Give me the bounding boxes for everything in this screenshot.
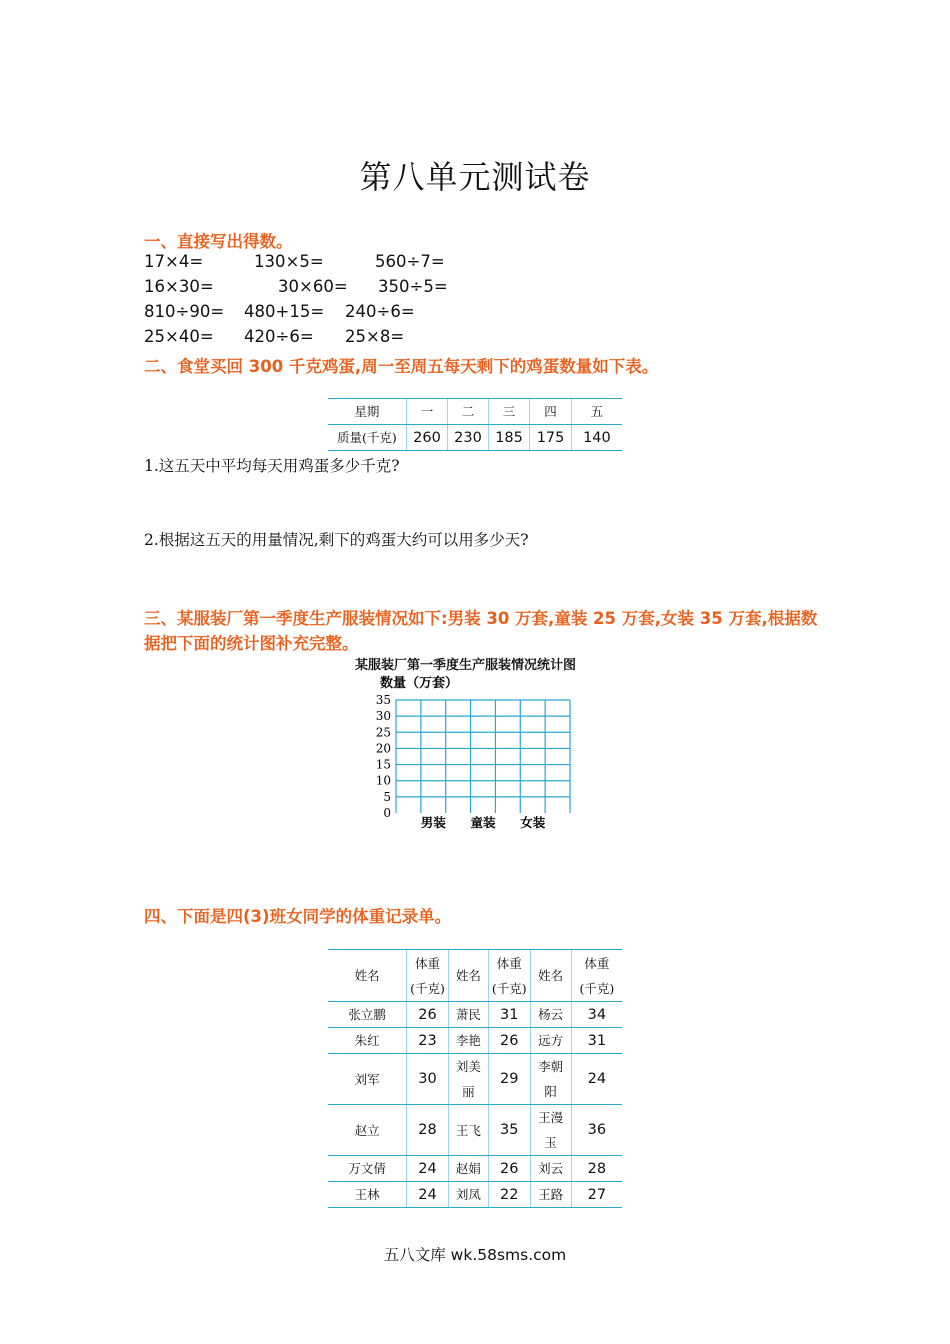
student-name-part: 张立鹏 xyxy=(348,1007,386,1022)
student-name xyxy=(328,1182,407,1208)
student-weight: 29 xyxy=(489,1054,530,1105)
student-name xyxy=(448,1028,488,1054)
table-cell: 175 xyxy=(530,425,572,451)
student-name xyxy=(448,1002,488,1028)
bar-chart xyxy=(340,670,610,835)
header-weight-line: (千克) xyxy=(410,980,445,996)
student-name-part: 刘凤 xyxy=(455,1187,481,1202)
student-weight: 34 xyxy=(571,1002,622,1028)
y-axis-label: 数量（万套） xyxy=(380,676,459,691)
student-weight: 24 xyxy=(571,1054,622,1105)
student-name xyxy=(530,1156,571,1182)
student-weight: 23 xyxy=(407,1028,448,1054)
table-cell: 185 xyxy=(488,425,530,451)
section4-heading: 四、下面是四(3)班女同学的体重记录单。 xyxy=(144,907,452,926)
student-name xyxy=(448,1156,488,1182)
chart-grid xyxy=(396,700,570,813)
student-name xyxy=(530,1028,571,1054)
student-name xyxy=(530,1002,571,1028)
student-name-part: 王路 xyxy=(538,1187,564,1202)
equation: 240÷6= xyxy=(345,302,415,321)
y-axis-ticks xyxy=(376,693,391,820)
student-name xyxy=(328,1028,407,1054)
equation: 25×40= xyxy=(144,327,214,346)
student-weight: 30 xyxy=(407,1054,448,1105)
student-name xyxy=(328,1105,407,1156)
student-name-part: 王林 xyxy=(354,1187,380,1202)
student-weight: 36 xyxy=(571,1105,622,1156)
footer-brand: 五八文库 xyxy=(383,1246,446,1264)
student-name-part: 阳 xyxy=(544,1084,557,1099)
header-weight-line: 体重 xyxy=(496,955,522,971)
y-tick-label: 20 xyxy=(375,741,391,756)
section2-heading: 二、食堂买回 300 千克鸡蛋,周一至周五每天剩下的鸡蛋数量如下表。 xyxy=(144,357,659,376)
header-name: 姓名 xyxy=(328,950,407,1002)
header-weight xyxy=(407,950,448,1002)
header-weight xyxy=(571,950,622,1002)
student-weight: 26 xyxy=(489,1028,530,1054)
equation: 350÷5= xyxy=(378,277,448,296)
header-weight xyxy=(489,950,530,1002)
header-weight-line: (千克) xyxy=(579,980,615,996)
equation: 25×8= xyxy=(345,327,405,346)
student-name xyxy=(328,1156,407,1182)
student-name-part: 萧民 xyxy=(455,1007,481,1022)
header-weight-line: 体重 xyxy=(584,955,610,971)
header-name: 姓名 xyxy=(530,950,571,1002)
equation: 480+15= xyxy=(244,302,325,321)
student-weight: 26 xyxy=(407,1002,448,1028)
equation: 560÷7= xyxy=(375,252,445,271)
x-axis-categories xyxy=(421,815,546,830)
student-weight: 35 xyxy=(489,1105,530,1156)
table-header-cell: 一 xyxy=(406,399,448,425)
student-name xyxy=(448,1182,488,1208)
student-weight: 28 xyxy=(571,1156,622,1182)
chart-title: 某服装厂第一季度生产服装情况统计图 xyxy=(355,658,577,673)
y-tick-label: 0 xyxy=(383,806,391,820)
section1-heading: 一、直接写出得数。 xyxy=(144,232,293,251)
x-category-label: 童装 xyxy=(470,815,496,830)
student-name xyxy=(530,1054,571,1105)
student-name-part: 刘军 xyxy=(354,1071,380,1087)
student-name xyxy=(530,1105,571,1156)
equation: 17×4= xyxy=(144,252,204,271)
student-weight: 24 xyxy=(407,1182,448,1208)
question-1: 1.这五天中平均每天用鸡蛋多少千克? xyxy=(144,457,400,475)
student-name-part: 远方 xyxy=(538,1033,564,1048)
student-name-part: 刘美 xyxy=(455,1059,481,1074)
equation: 420÷6= xyxy=(244,327,314,346)
section3-heading-line2: 据把下面的统计图补充完整。 xyxy=(144,634,359,653)
x-category-label: 女装 xyxy=(520,815,546,830)
student-name-part: 李朝 xyxy=(538,1059,564,1074)
section3-heading-line1: 三、某服装厂第一季度生产服装情况如下:男装 30 万套,童装 25 万套,女装 35 万套,根据数 xyxy=(144,609,818,628)
student-weight: 26 xyxy=(489,1156,530,1182)
student-name-part: 万文倩 xyxy=(348,1161,386,1176)
student-name-part: 刘云 xyxy=(538,1161,564,1176)
footer-url[interactable]: wk.58sms.com xyxy=(450,1246,567,1264)
table-header-cell: 二 xyxy=(448,399,489,425)
footer xyxy=(0,1243,950,1265)
table-cell: 140 xyxy=(571,425,622,451)
student-weight: 31 xyxy=(489,1002,530,1028)
x-category-label: 男装 xyxy=(420,815,446,830)
y-tick-label: 25 xyxy=(375,725,391,740)
y-tick-label: 10 xyxy=(375,773,391,788)
student-name-part: 丽 xyxy=(462,1084,475,1099)
y-tick-label: 15 xyxy=(375,757,391,772)
header-weight-line: (千克) xyxy=(491,980,527,996)
student-weight: 22 xyxy=(489,1182,530,1208)
student-name-part: 王漫 xyxy=(538,1110,564,1125)
student-name-part: 王飞 xyxy=(455,1122,481,1138)
header-weight-line: 体重 xyxy=(415,955,441,971)
table-row-label: 质量(千克) xyxy=(328,425,406,451)
header-name: 姓名 xyxy=(448,950,488,1002)
student-name-part: 赵立 xyxy=(354,1122,380,1138)
student-name-part: 赵娟 xyxy=(455,1161,481,1176)
y-tick-label: 5 xyxy=(383,789,391,804)
equation: 130×5= xyxy=(254,252,324,271)
table-cell: 260 xyxy=(406,425,448,451)
question-2: 2.根据这五天的用量情况,剩下的鸡蛋大约可以用多少天? xyxy=(144,531,529,549)
y-tick-label: 35 xyxy=(375,693,391,707)
student-name-part: 李艳 xyxy=(455,1033,481,1048)
y-tick-label: 30 xyxy=(375,709,391,724)
table-header-cell: 三 xyxy=(488,399,530,425)
table-cell: 230 xyxy=(448,425,489,451)
table-header-cell: 五 xyxy=(571,399,622,425)
student-weight: 27 xyxy=(571,1182,622,1208)
weight-table xyxy=(328,949,622,1208)
student-name xyxy=(328,1002,407,1028)
table-header-cell: 星期 xyxy=(328,399,406,425)
equation: 30×60= xyxy=(278,277,348,296)
page-title: 第八单元测试卷 xyxy=(359,158,591,196)
equation: 810÷90= xyxy=(144,302,225,321)
student-name xyxy=(530,1182,571,1208)
equation: 16×30= xyxy=(144,277,214,296)
student-weight: 24 xyxy=(407,1156,448,1182)
student-name-part: 朱红 xyxy=(354,1033,380,1048)
student-name xyxy=(328,1054,407,1105)
student-name xyxy=(448,1054,488,1105)
student-weight: 28 xyxy=(407,1105,448,1156)
student-name-part: 杨云 xyxy=(538,1007,564,1022)
student-weight: 31 xyxy=(571,1028,622,1054)
egg-table xyxy=(328,398,622,451)
table-header-cell: 四 xyxy=(530,399,572,425)
student-name xyxy=(448,1105,488,1156)
student-name-part: 玉 xyxy=(544,1135,557,1150)
